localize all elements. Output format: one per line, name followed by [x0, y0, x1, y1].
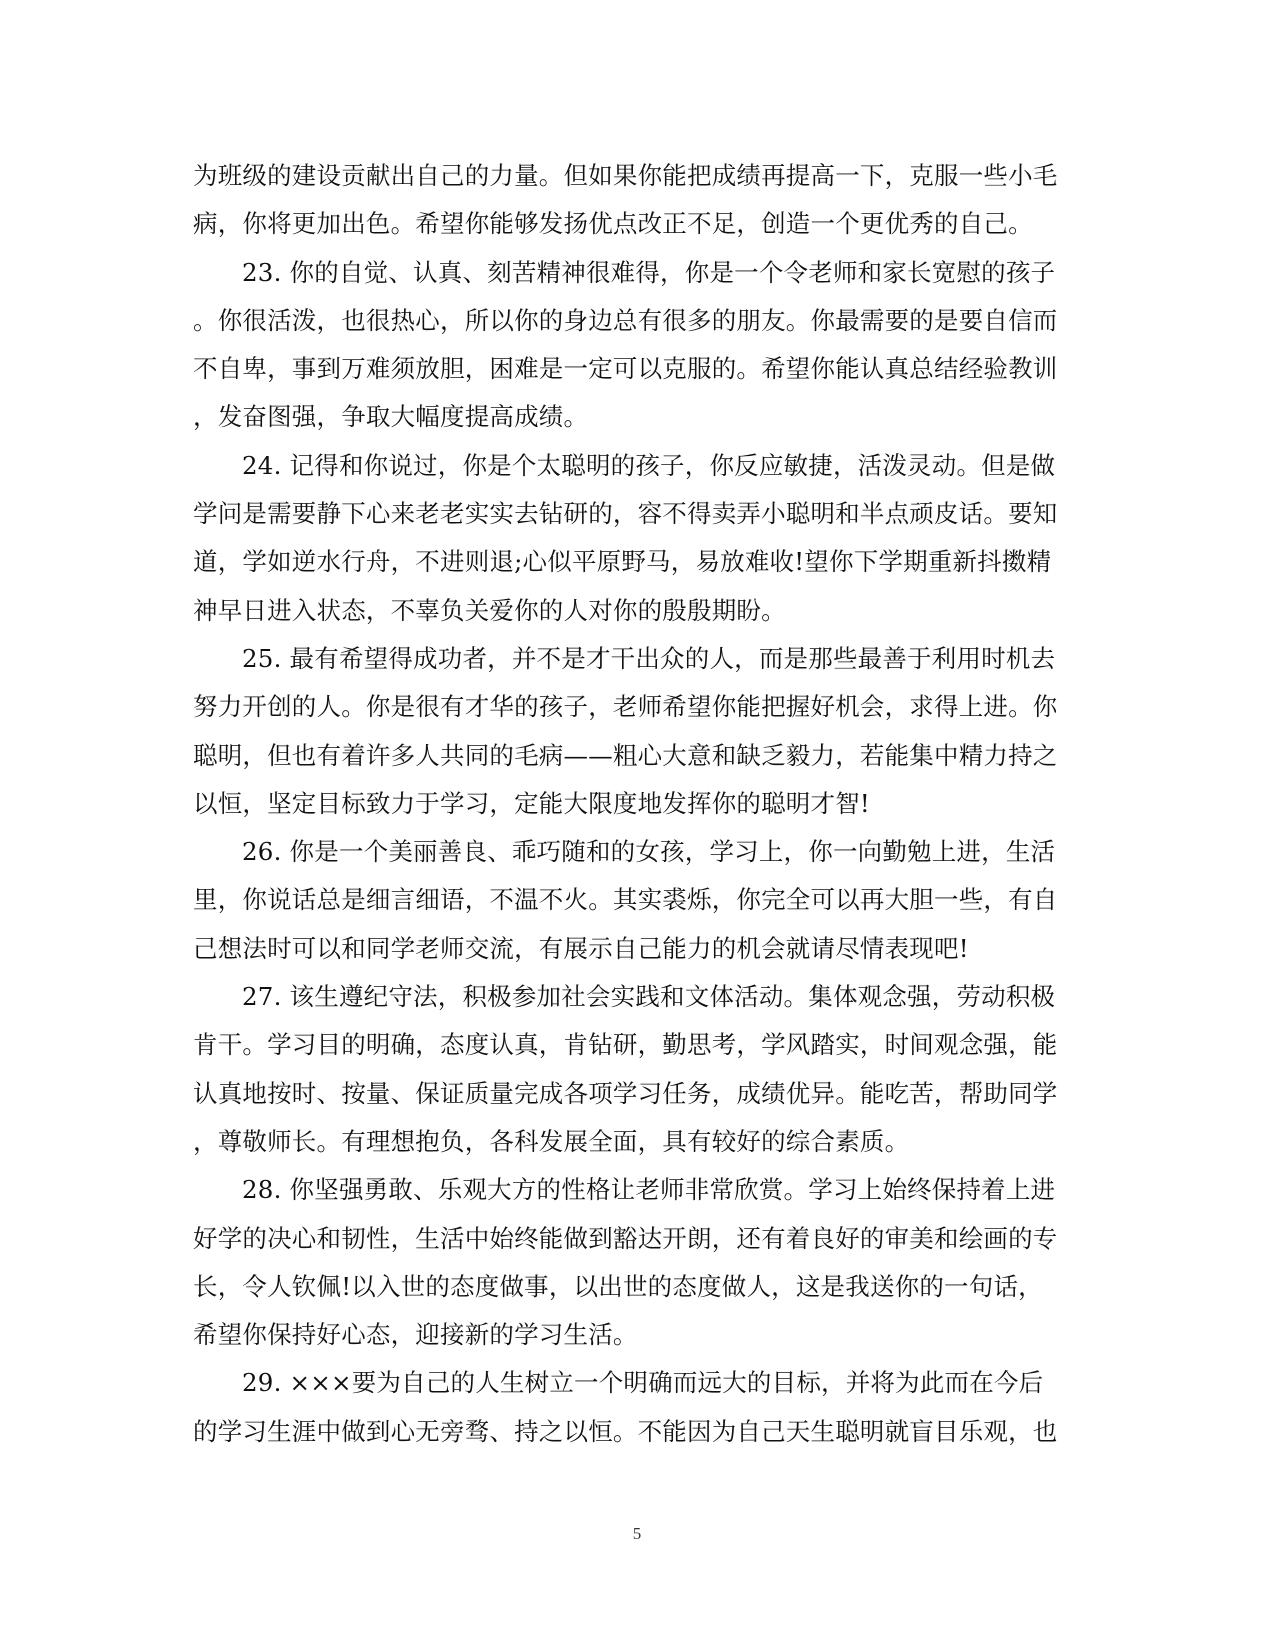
document-body [193, 152, 1063, 1456]
paragraph-first-line: 28. 你坚强勇敢、乐观大方的性格让老师非常欣赏。学习上始终保持着上进 [242, 1175, 1056, 1205]
text-line: 不自卑，事到万难须放胆，困难是一定可以克服的。希望你能认真总结经验教训 [193, 354, 1058, 384]
paragraph-first-line: 29. ×××要为自己的人生树立一个明确而远大的目标，并将为此而在今后 [242, 1368, 1044, 1398]
text-line: 道，学如逆水行舟，不进则退;心似平原野马，易放难收!望你下学期重新抖擞精 [193, 547, 1052, 577]
text-line: ，发奋图强，争取大幅度提高成绩。 [193, 402, 589, 432]
text-line: 病，你将更加出色。希望你能够发扬优点改正不足，创造一个更优秀的自己。 [193, 209, 1033, 239]
text-line: 里，你说话总是细言细语，不温不火。其实裘烁，你完全可以再大胆一些，有自 [193, 885, 1058, 915]
paragraph-first-line: 24. 记得和你说过，你是个太聪明的孩子，你反应敏捷，活泼灵动。但是做 [242, 450, 1056, 480]
text-line: 以恒，坚定目标致力于学习，定能大限度地发挥你的聪明才智! [193, 788, 870, 818]
text-line: 学问是需要静下心来老老实实去钻研的，容不得卖弄小聪明和半点顽皮话。要知 [193, 499, 1058, 529]
text-line: ，尊敬师长。有理想抱负，各科发展全面，具有较好的综合素质。 [193, 1126, 910, 1156]
text-line: 的学习生涯中做到心无旁骛、持之以恒。不能因为自己天生聪明就盲目乐观，也 [193, 1416, 1058, 1446]
text-line: 。你很活泼，也很热心，所以你的身边总有很多的朋友。你最需要的是要自信而 [193, 305, 1058, 335]
text-line: 聪明，但也有着许多人共同的毛病——粗心大意和缺乏毅力，若能集中精力持之 [193, 740, 1058, 770]
text-line: 神早日进入状态，不辜负关爱你的人对你的殷殷期盼。 [193, 595, 786, 625]
text-line: 己想法时可以和同学老师交流，有展示自己能力的机会就请尽情表现吧! [193, 933, 969, 963]
paragraph-first-line: 27. 该生遵纪守法，积极参加社会实践和文体活动。集体观念强，劳动积极 [242, 982, 1056, 1012]
paragraph-first-line: 26. 你是一个美丽善良、乖巧随和的女孩，学习上，你一向勤勉上进，生活 [242, 837, 1056, 867]
paragraph-first-line: 23. 你的自觉、认真、刻苦精神很难得，你是一个令老师和家长宽慰的孩子 [242, 257, 1056, 287]
text-line: 认真地按时、按量、保证质量完成各项学习任务，成绩优异。能吃苦，帮助同学 [193, 1078, 1058, 1108]
text-line: 努力开创的人。你是很有才华的孩子，老师希望你能把握好机会，求得上进。你 [193, 692, 1058, 722]
page-number: 5 [632, 1524, 642, 1543]
paragraph-first-line: 25. 最有希望得成功者，并不是才干出众的人，而是那些最善于利用时机去 [242, 643, 1056, 673]
text-line: 好学的决心和韧性，生活中始终能做到豁达开朗，还有着良好的审美和绘画的专 [193, 1223, 1058, 1253]
text-line: 长，令人钦佩!以入世的态度做事，以出世的态度做人，这是我送你的一句话， [193, 1271, 1043, 1301]
text-line: 肯干。学习目的明确，态度认真，肯钻研，勤思考，学风踏实，时间观念强，能 [193, 1030, 1058, 1060]
text-line: 为班级的建设贡献出自己的力量。但如果你能把成绩再提高一下，克服一些小毛 [193, 161, 1058, 190]
text-line: 希望你保持好心态，迎接新的学习生活。 [193, 1320, 638, 1350]
